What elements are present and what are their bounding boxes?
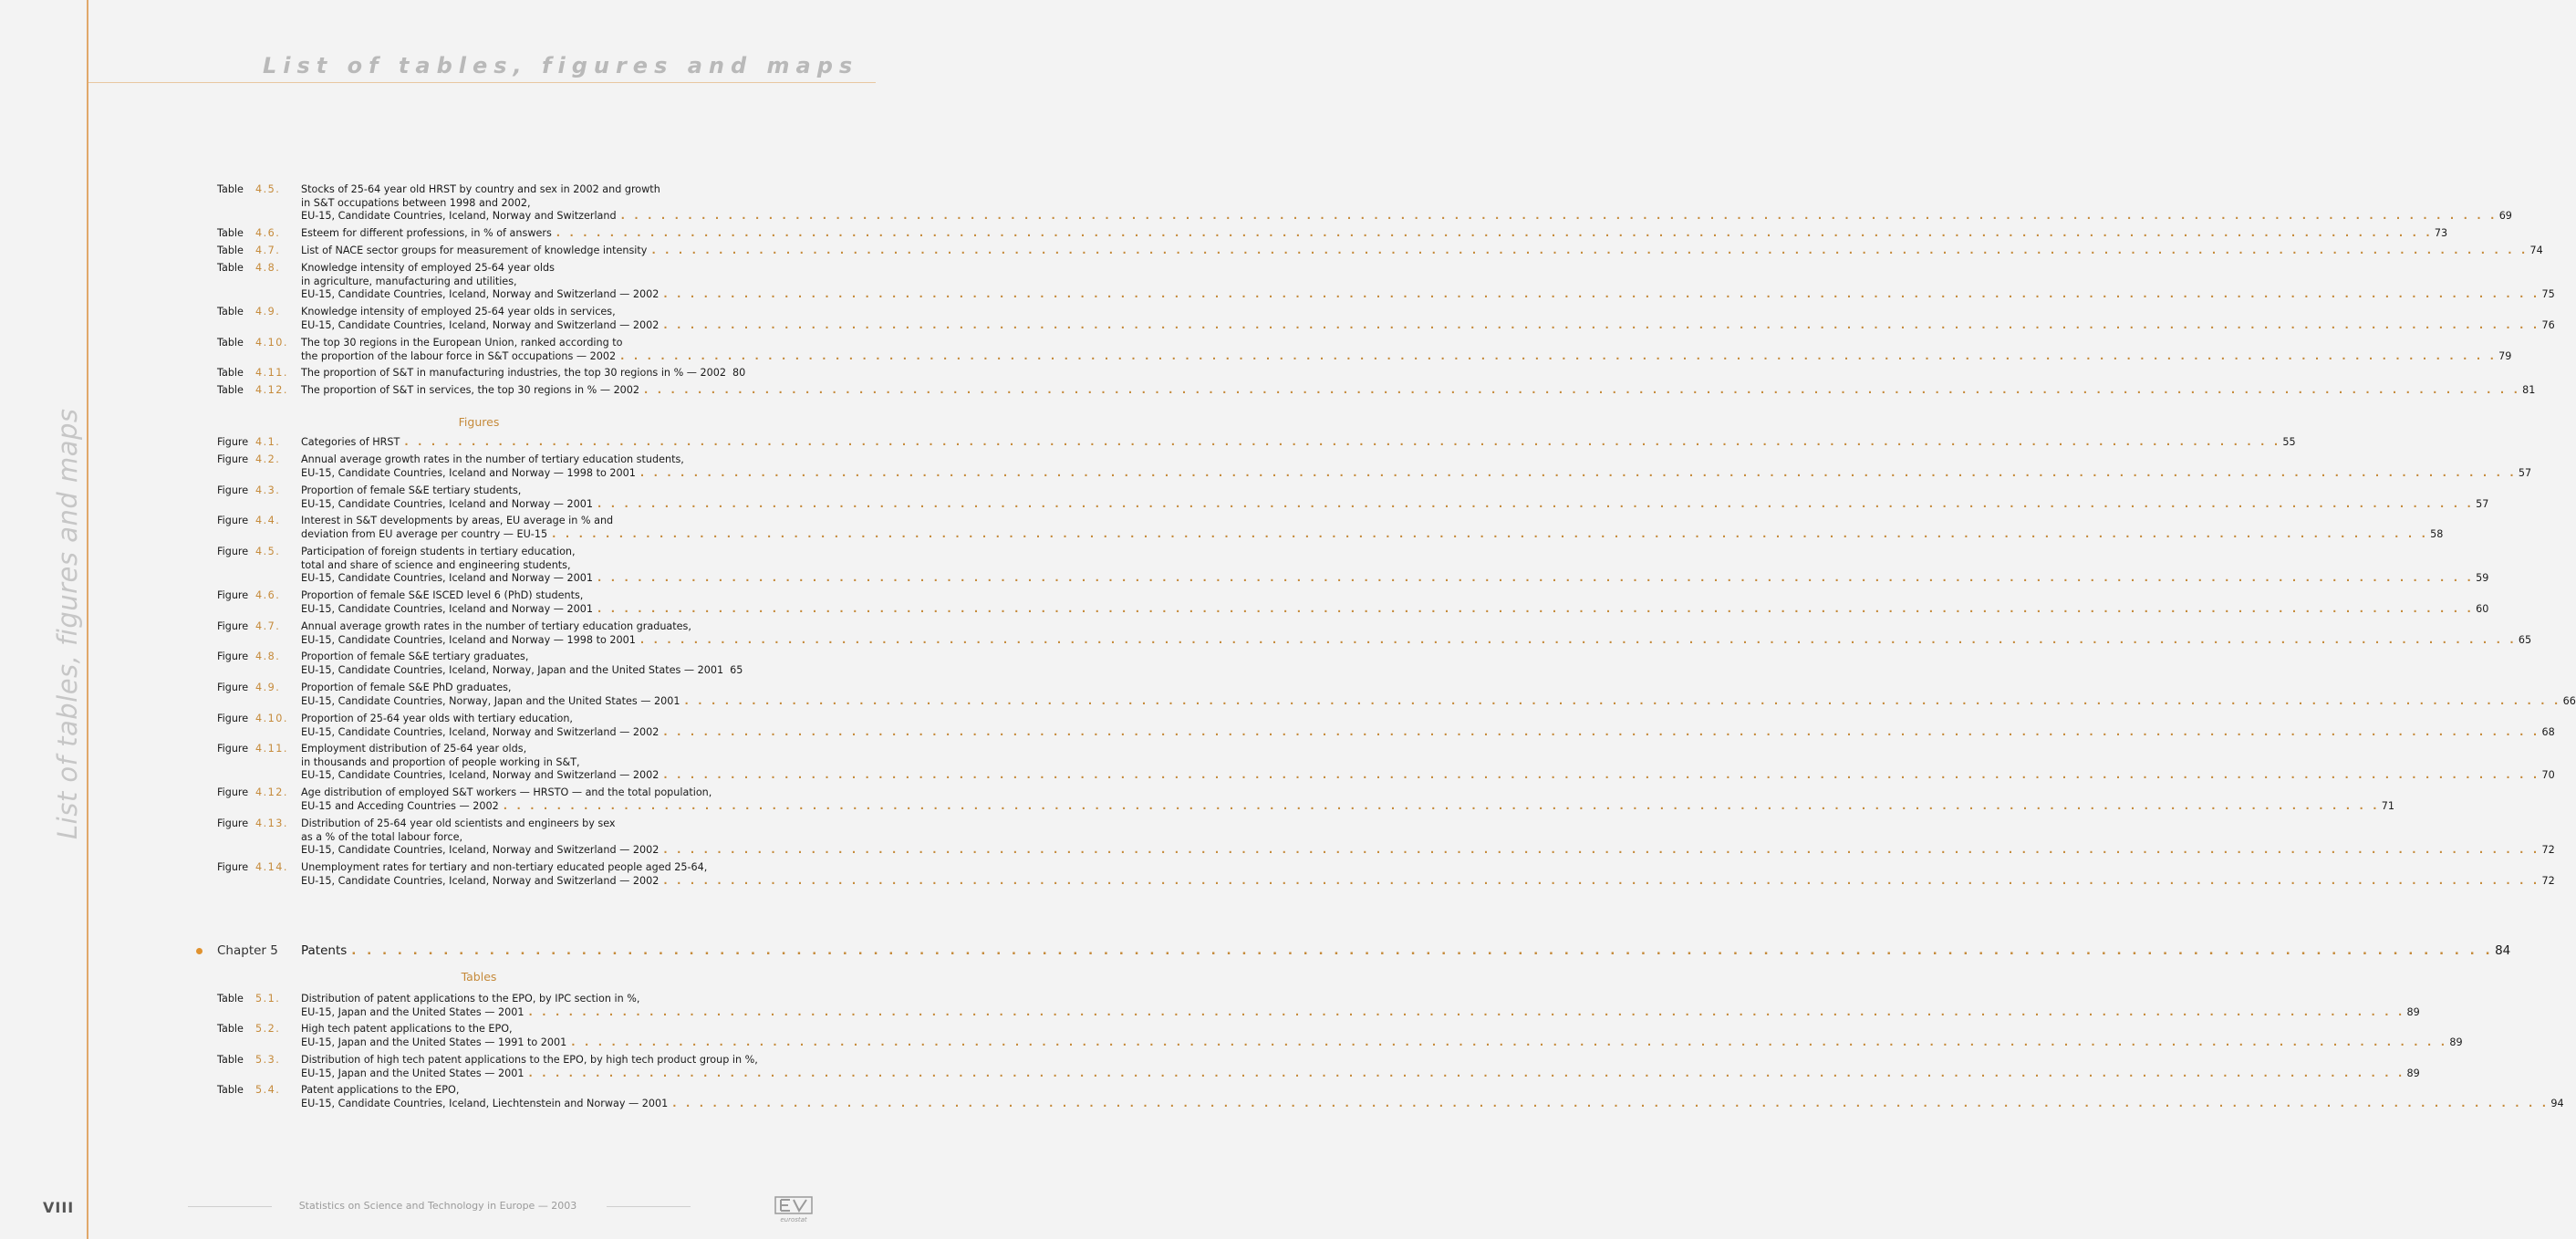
entry-type: Figure <box>217 651 249 662</box>
entry-title-line: Proportion of 25-64 year olds with tertiary education, <box>301 713 573 724</box>
entry-type: Table <box>217 245 244 256</box>
entry-page: 55 <box>2282 436 2296 448</box>
entry-title-line: in agriculture, manufacturing and utilities, <box>301 275 517 287</box>
entry-type: Table <box>217 1054 244 1066</box>
entry-number: 5.1. <box>255 993 281 1005</box>
entry-number: 4.12. <box>255 786 288 798</box>
entry-type: Figure <box>217 546 249 557</box>
dot-leader: . . . . . . . . . . . . . . . . . . . . . . . . . . . . . . . . . . . . . . . . . . . . . . . . . . . . . . . . . . . . . . . . . . . . . . . . . . . . . . . . . . . . . . . . . . . . . . . . . . . . . . . . . . . . . . . . . . . . . . . . . . . . . . . . . . . . . . . . . . . . <box>663 769 2540 781</box>
entry-type: Figure <box>217 713 249 724</box>
entry-number: 4.6. <box>255 589 281 601</box>
header-rule <box>88 82 876 83</box>
dot-leader: . . . . . . . . . . . . . . . . . . . . . . . . . . . . . . . . . . . . . . . . . . . . . . . . . . . . . . . . . . . . . . . . . . . . . . . . . . . . . . . . . . . . . . . . . . . . . . . . . . . . . . . . . . . . . . . . . . . . . . . . . . . . . . . . . . . . . . . . . . . . <box>597 572 2475 584</box>
entry-number: 5.3. <box>255 1054 281 1066</box>
entry-title-line: Proportion of female S&E PhD graduates, <box>301 682 512 693</box>
dot-leader: . . . . . . . . . . . . . . . . . . . . . . . . . . . . . . . . . . . . . . . . . . . . . . . . . . . . . . . . . . . . . . . . . . . . . . . . . . . . . . . . . . . . . . . . . . . . . . . . . . . . . . . . . . . . . . . . . . . . . . . . . . . . . . . . . . . . . . . . . . . . <box>556 227 2433 239</box>
entry-title-line: EU-15, Candidate Countries, Iceland, Norway and Switzerland — 2002 <box>301 725 660 738</box>
dot-leader: . . . . . . . . . . . . . . . . . . . . . . . . . . . . . . . . . . . . . . . . . . . . . . . . . . . . . . . . . . . . . . . . . . . . . . . . . . . . . . . . . . . . . . . . . . . . . . . . . . . . . . . . . . . . . . . . . . . . . . . . . . . . . . . . . . . . . . . . . . . . <box>552 527 2429 540</box>
entry-type: Figure <box>217 861 249 873</box>
entry-page: 72 <box>2541 874 2555 887</box>
entry-number: 4.6. <box>255 227 281 239</box>
entry-title-line: Employment distribution of 25-64 year olds, <box>301 743 527 755</box>
entry-type: Figure <box>217 817 249 829</box>
entry-type: Table <box>217 337 244 349</box>
entry-title-line: Annual average growth rates in the number of tertiary education graduates, <box>301 620 691 632</box>
entry-title-line: EU-15, Candidate Countries, Iceland and Norway — 1998 to 2001 <box>301 466 636 479</box>
dot-leader: . . . . . . . . . . . . . . . . . . . . . . . . . . . . . . . . . . . . . . . . . . . . . . . . . . . . . . . . . . . . . . . . . . . . . . . . . . . . . . . . . . . . . . . . . . . . . . . . . . . . . . . . . . . . . . . . . . . . . . . . . . . . . . . . . . . . . . . . . . . . <box>528 1005 2405 1018</box>
entry-page: 89 <box>2406 1005 2420 1018</box>
entry-title-line: EU-15, Japan and the United States — 2001 <box>301 1067 525 1079</box>
entry-type: Table <box>217 993 244 1005</box>
chapter-leader: . . . . . . . . . . . . . . . . . . . . . . . . . . . . . . . . . . . . . . . . . . . . . . . . . . . . . . . . . . . . . . . . . . . . . . . . . . . . . . . . . . . . . . . . . . . . . . . . . . . . . . . . . . . . . . . . . . . . . . . . . . . . . . . . . . . . . . . . . . . . <box>351 943 2494 958</box>
entry-title-line: deviation from EU average per country — EU-15 <box>301 527 548 540</box>
entry-title-line: Proportion of female S&E ISCED level 6 (PhD) students, <box>301 589 584 601</box>
entry-type: Figure <box>217 436 249 448</box>
dot-leader: . . . . . . . . . . . . . . . . . . . . . . . . . . . . . . . . . . . . . . . . . . . . . . . . . . . . . . . . . . . . . . . . . . . . . . . . . . . . . . . . . . . . . . . . . . . . . . . . . . . . . . . . . . . . . . . . . . . . . . . . . . . . . . . . . . . . . . . . . . . . <box>684 694 2561 707</box>
entry-title-line: Knowledge intensity of employed 25-64 year olds in services, <box>301 306 616 318</box>
dot-leader: . . . . . . . . . . . . . . . . . . . . . . . . . . . . . . . . . . . . . . . . . . . . . . . . . . . . . . . . . . . . . . . . . . . . . . . . . . . . . . . . . . . . . . . . . . . . . . . . . . . . . . . . . . . . . . . . . . . . . . . . . . . . . . . . . . . . . . . . . . . . <box>620 349 2498 362</box>
entry-title-line: EU-15, Candidate Countries, Iceland and Norway — 2001 <box>301 497 594 510</box>
entry-number: 4.13. <box>255 817 288 829</box>
entry-page: 73 <box>2434 227 2448 239</box>
tables-heading: Tables <box>461 970 497 984</box>
entry-number: 4.4. <box>255 515 281 526</box>
entry-page: 89 <box>2406 1067 2420 1079</box>
entry-number: 4.9. <box>255 682 281 693</box>
entry-title-line: EU-15, Candidate Countries, Iceland, Norway and Switzerland — 2002 <box>301 769 660 781</box>
entry-title-line: Proportion of female S&E tertiary graduates, <box>301 651 529 662</box>
dot-leader: . . . . . . . . . . . . . . . . . . . . . . . . . . . . . . . . . . . . . . . . . . . . . . . . . . . . . . . . . . . . . . . . . . . . . . . . . . . . . . . . . . . . . . . . . . . . . . . . . . . . . . . . . . . . . . . . . . . . . . . . . . . . . . . . . . . . . . . . . . . . <box>639 633 2517 646</box>
entry-title-line: the proportion of the labour force in S&T occupations — 2002 <box>301 349 617 362</box>
entry-title-line: Participation of foreign students in tertiary education, <box>301 546 576 557</box>
entry-number: 4.5. <box>255 183 281 195</box>
entry-number: 4.12. <box>255 384 288 396</box>
dot-leader: . . . . . . . . . . . . . . . . . . . . . . . . . . . . . . . . . . . . . . . . . . . . . . . . . . . . . . . . . . . . . . . . . . . . . . . . . . . . . . . . . . . . . . . . . . . . . . . . . . . . . . . . . . . . . . . . . . . . . . . . . . . . . . . . . . . . . . . . . . . . <box>620 210 2498 222</box>
entry-page: 66 <box>2562 694 2576 707</box>
entry-number: 4.8. <box>255 262 281 274</box>
entry-title-line: Patent applications to the EPO, <box>301 1084 460 1096</box>
entry-page: 74 <box>2529 245 2543 256</box>
entry-page: 81 <box>2522 384 2536 396</box>
entry-title-line: EU-15, Candidate Countries, Iceland, Norway and Switzerland — 2002 <box>301 874 660 887</box>
entry-page: 71 <box>2381 799 2395 812</box>
entry-title-line: Distribution of 25-64 year old scientists and engineers by sex <box>301 817 616 829</box>
dot-leader: . . . . . . . . . . . . . . . . . . . . . . . . . . . . . . . . . . . . . . . . . . . . . . . . . . . . . . . . . . . . . . . . . . . . . . . . . . . . . . . . . . . . . . . . . . . . . . . . . . . . . . . . . . . . . . . . . . . . . . . . . . . . . . . . . . . . . . . . . . . . <box>663 844 2540 856</box>
entry-title-line: EU-15, Japan and the United States — 1991 to 2001 <box>301 1036 567 1048</box>
entry-type: Table <box>217 262 244 274</box>
entry-page: 60 <box>2476 602 2489 615</box>
dot-leader: . . . . . . . . . . . . . . . . . . . . . . . . . . . . . . . . . . . . . . . . . . . . . . . . . . . . . . . . . . . . . . . . . . . . . . . . . . . . . . . . . . . . . . . . . . . . . . . . . . . . . . . . . . . . . . . . . . . . . . . . . . . . . . . . . . . . . . . . . . . . <box>639 466 2517 479</box>
vertical-rule <box>87 0 88 1239</box>
entry-title-line: The proportion of S&T in services, the top 30 regions in % — 2002 <box>301 384 640 396</box>
entry-page: 94 <box>2550 1097 2564 1109</box>
entry-title-line: Distribution of high tech patent applications to the EPO, by high tech product group in %, <box>301 1054 758 1066</box>
entry-type: Figure <box>217 620 249 632</box>
chapter-bullet-icon <box>196 948 203 954</box>
entry-page: 70 <box>2541 769 2555 781</box>
entry-type: Table <box>217 384 244 396</box>
dot-leader: . . . . . . . . . . . . . . . . . . . . . . . . . . . . . . . . . . . . . . . . . . . . . . . . . . . . . . . . . . . . . . . . . . . . . . . . . . . . . . . . . . . . . . . . . . . . . . . . . . . . . . . . . . . . . . . . . . . . . . . . . . . . . . . . . . . . . . . . . . . . <box>571 1036 2448 1048</box>
entry-title-line: EU-15, Candidate Countries, Iceland, Norway and Switzerland — 2002 <box>301 844 660 856</box>
figures-heading: Figures <box>458 415 500 429</box>
entry-page: 75 <box>2541 288 2555 300</box>
entry-title-line: Esteem for different professions, in % of answers <box>301 227 552 239</box>
entry-number: 4.7. <box>255 245 281 256</box>
dot-leader: . . . . . . . . . . . . . . . . . . . . . . . . . . . . . . . . . . . . . . . . . . . . . . . . . . . . . . . . . . . . . . . . . . . . . . . . . . . . . . . . . . . . . . . . . . . . . . . . . . . . . . . . . . . . . . . . . . . . . . . . . . . . . . . . . . . . . . . . . . . . <box>528 1067 2405 1079</box>
footer-page-number: VIII <box>43 1199 75 1216</box>
dot-leader: . . . . . . . . . . . . . . . . . . . . . . . . . . . . . . . . . . . . . . . . . . . . . . . . . . . . . . . . . . . . . . . . . . . . . . . . . . . . . . . . . . . . . . . . . . . . . . . . . . . . . . . . . . . . . . . . . . . . . . . . . . . . . . . . . . . . . . . . . . . . <box>404 436 2281 448</box>
entry-type: Table <box>217 227 244 239</box>
entry-type: Table <box>217 306 244 318</box>
entry-title-line: List of NACE sector groups for measurement of knowledge intensity <box>301 245 648 256</box>
entry-title-line: Age distribution of employed S&T workers — HRSTO — and the total population, <box>301 786 712 798</box>
entry-number: 4.11. <box>255 367 288 379</box>
entry-page: 59 <box>2476 572 2489 584</box>
entry-number: 4.3. <box>255 484 281 496</box>
entry-title-line: Proportion of female S&E tertiary students, <box>301 484 522 496</box>
eurostat-logo <box>774 1196 814 1223</box>
entry-page: 65 <box>730 663 743 676</box>
entry-number: 4.5. <box>255 546 281 557</box>
entry-page: 79 <box>2498 349 2512 362</box>
entry-number: 5.2. <box>255 1023 281 1035</box>
entry-title-line: Distribution of patent applications to the EPO, by IPC section in %, <box>301 993 640 1005</box>
side-title: List of tables, figures and maps <box>52 408 83 839</box>
dot-leader: . . . . . . . . . . . . . . . . . . . . . . . . . . . . . . . . . . . . . . . . . . . . . . . . . . . . . . . . . . . . . . . . . . . . . . . . . . . . . . . . . . . . . . . . . . . . . . . . . . . . . . . . . . . . . . . . . . . . . . . . . . . . . . . . . . . . . . . . . . . . <box>597 602 2475 615</box>
entry-number: 4.2. <box>255 453 281 465</box>
entry-title-line: EU-15, Candidate Countries, Iceland, Norway, Japan and the United States — 2001 <box>301 663 724 676</box>
entry-page: 57 <box>2476 497 2489 510</box>
entry-title-line: EU-15, Candidate Countries, Iceland and Norway — 1998 to 2001 <box>301 633 636 646</box>
dot-leader: . . . . . . . . . . . . . . . . . . . . . . . . . . . . . . . . . . . . . . . . . . . . . . . . . . . . . . . . . . . . . . . . . . . . . . . . . . . . . . . . . . . . . . . . . . . . . . . . . . . . . . . . . . . . . . . . . . . . . . . . . . . . . . . . . . . . . . . . . . . . <box>663 288 2540 300</box>
entry-page: 80 <box>732 367 746 379</box>
footer-text: Statistics on Science and Technology in Europe — 2003 <box>298 1200 577 1212</box>
entry-number: 4.10. <box>255 337 288 349</box>
entry-type: Figure <box>217 786 249 798</box>
entry-type: Figure <box>217 589 249 601</box>
entry-title-line: EU-15, Candidate Countries, Iceland, Norway and Switzerland — 2002 <box>301 318 660 331</box>
entry-number: 4.7. <box>255 620 281 632</box>
entry-title-line: EU-15, Candidate Countries, Iceland, Norway and Switzerland <box>301 210 617 222</box>
entry-page: 72 <box>2541 844 2555 856</box>
logo-wordmark: eurostat <box>780 1216 807 1223</box>
entry-page: 58 <box>2430 527 2444 540</box>
entry-title-line: Stocks of 25-64 year old HRST by country and sex in 2002 and growth <box>301 183 660 195</box>
entry-page: 76 <box>2541 318 2555 331</box>
entry-page: 65 <box>2518 633 2532 646</box>
entry-title-line: Annual average growth rates in the number of tertiary education students, <box>301 453 684 465</box>
entry-title-line: EU-15, Candidate Countries, Iceland and Norway — 2001 <box>301 602 594 615</box>
entry-page: 69 <box>2498 210 2512 222</box>
dot-leader: . . . . . . . . . . . . . . . . . . . . . . . . . . . . . . . . . . . . . . . . . . . . . . . . . . . . . . . . . . . . . . . . . . . . . . . . . . . . . . . . . . . . . . . . . . . . . . . . . . . . . . . . . . . . . . . . . . . . . . . . . . . . . . . . . . . . . . . . . . . . <box>644 384 2521 396</box>
dot-leader: . . . . . . . . . . . . . . . . . . . . . . . . . . . . . . . . . . . . . . . . . . . . . . . . . . . . . . . . . . . . . . . . . . . . . . . . . . . . . . . . . . . . . . . . . . . . . . . . . . . . . . . . . . . . . . . . . . . . . . . . . . . . . . . . . . . . . . . . . . . . <box>597 497 2475 510</box>
entry-title-line: EU-15, Japan and the United States — 2001 <box>301 1005 525 1018</box>
entry-page: 68 <box>2541 725 2555 738</box>
entry-title-line: EU-15, Candidate Countries, Iceland and Norway — 2001 <box>301 572 594 584</box>
entry-title-line: High tech patent applications to the EPO, <box>301 1023 513 1035</box>
entry-type: Figure <box>217 484 249 496</box>
entry-number: 4.10. <box>255 713 288 724</box>
entry-number: 4.8. <box>255 651 281 662</box>
chapter-title: Patents <box>301 943 348 958</box>
entry-number: 4.1. <box>255 436 281 448</box>
entry-type: Figure <box>217 743 249 755</box>
entry-type: Figure <box>217 682 249 693</box>
entry-title-line: as a % of the total labour force, <box>301 830 463 843</box>
dot-leader: . . . . . . . . . . . . . . . . . . . . . . . . . . . . . . . . . . . . . . . . . . . . . . . . . . . . . . . . . . . . . . . . . . . . . . . . . . . . . . . . . . . . . . . . . . . . . . . . . . . . . . . . . . . . . . . . . . . . . . . . . . . . . . . . . . . . . . . . . . . . <box>672 1097 2550 1109</box>
entry-title-line: Categories of HRST <box>301 436 400 448</box>
entry-type: Table <box>217 367 244 379</box>
entry-title-line: total and share of science and engineering students, <box>301 558 571 571</box>
entry-title-line: The top 30 regions in the European Union, ranked according to <box>301 337 623 349</box>
entry-type: Table <box>217 1084 244 1096</box>
entry-type: Table <box>217 1023 244 1035</box>
dot-leader: . . . . . . . . . . . . . . . . . . . . . . . . . . . . . . . . . . . . . . . . . . . . . . . . . . . . . . . . . . . . . . . . . . . . . . . . . . . . . . . . . . . . . . . . . . . . . . . . . . . . . . . . . . . . . . . . . . . . . . . . . . . . . . . . . . . . . . . . . . . . <box>663 318 2540 331</box>
entry-type: Table <box>217 183 244 195</box>
page-title: List of tables, figures and maps <box>263 53 859 78</box>
entry-title-line: EU-15, Candidate Countries, Iceland, Norway and Switzerland — 2002 <box>301 288 660 300</box>
entry-title-line: The proportion of S&T in manufacturing industries, the top 30 regions in % — 2002 <box>301 367 726 379</box>
entry-title-line: Unemployment rates for tertiary and non-tertiary educated people aged 25-64, <box>301 861 708 873</box>
chapter-label: Chapter 5 <box>217 943 278 958</box>
dot-leader: . . . . . . . . . . . . . . . . . . . . . . . . . . . . . . . . . . . . . . . . . . . . . . . . . . . . . . . . . . . . . . . . . . . . . . . . . . . . . . . . . . . . . . . . . . . . . . . . . . . . . . . . . . . . . . . . . . . . . . . . . . . . . . . . . . . . . . . . . . . . <box>663 725 2540 738</box>
entry-title-line: Interest in S&T developments by areas, EU average in % and <box>301 515 614 526</box>
entry-title-line: EU-15, Candidate Countries, Norway, Japan and the United States — 2001 <box>301 694 680 707</box>
entry-number: 4.11. <box>255 743 288 755</box>
entry-title-line: EU-15 and Acceding Countries — 2002 <box>301 799 499 812</box>
entry-number: 4.14. <box>255 861 288 873</box>
entry-title-line: EU-15, Candidate Countries, Iceland, Liechtenstein and Norway — 2001 <box>301 1097 669 1109</box>
entry-type: Figure <box>217 515 249 526</box>
entry-title-line: in S&T occupations between 1998 and 2002, <box>301 196 531 209</box>
entry-number: 4.9. <box>255 306 281 318</box>
dot-leader: . . . . . . . . . . . . . . . . . . . . . . . . . . . . . . . . . . . . . . . . . . . . . . . . . . . . . . . . . . . . . . . . . . . . . . . . . . . . . . . . . . . . . . . . . . . . . . . . . . . . . . . . . . . . . . . . . . . . . . . . . . . . . . . . . . . . . . . . . . . . <box>503 799 2380 812</box>
entry-title-line: in thousands and proportion of people working in S&T, <box>301 755 580 768</box>
dot-leader: . . . . . . . . . . . . . . . . . . . . . . . . . . . . . . . . . . . . . . . . . . . . . . . . . . . . . . . . . . . . . . . . . . . . . . . . . . . . . . . . . . . . . . . . . . . . . . . . . . . . . . . . . . . . . . . . . . . . . . . . . . . . . . . . . . . . . . . . . . . . <box>663 874 2540 887</box>
entry-page: 57 <box>2518 466 2532 479</box>
entry-page: 89 <box>2449 1036 2463 1048</box>
chapter-page: 84 <box>2495 943 2511 958</box>
dot-leader: . . . . . . . . . . . . . . . . . . . . . . . . . . . . . . . . . . . . . . . . . . . . . . . . . . . . . . . . . . . . . . . . . . . . . . . . . . . . . . . . . . . . . . . . . . . . . . . . . . . . . . . . . . . . . . . . . . . . . . . . . . . . . . . . . . . . . . . . . . . . <box>651 245 2529 256</box>
entry-title-line: Knowledge intensity of employed 25-64 year olds <box>301 262 555 274</box>
entry-type: Figure <box>217 453 249 465</box>
entry-number: 5.4. <box>255 1084 281 1096</box>
